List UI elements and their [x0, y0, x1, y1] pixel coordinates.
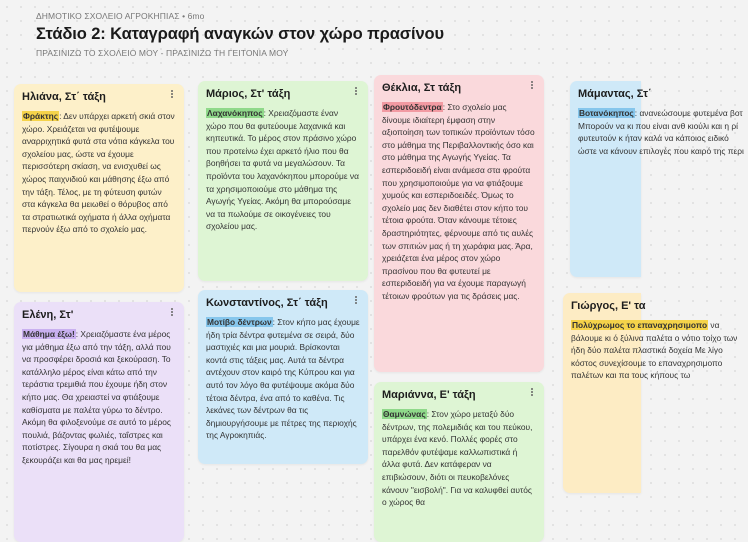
post-text: : Στον χώρο μεταξύ δύο δέντρων, της πολεμιδιάς και του πεύκου, υπάρχει ένα κενό. Πολλές φορές στο παρελθόν φυτέψαμε καλλωπιστικά ή άλλα φυτά. Δεν κατάφεραν να επιβιώσουν, διότι οι πευκοβελόνες κάνουν "εισβολή". Για να καλυφθεί αυτός ο χώρος θα [382, 409, 533, 508]
post-tag: Φράκτης [23, 111, 59, 121]
post-body [22, 110, 176, 236]
post-card-marianna[interactable] [374, 382, 544, 542]
post-text: : Στον κήπο μας έχουμε ήδη τρία δέντρα φυτεμένα σε σειρά, δύο μαστιχιές και μια μουριά. Βρίσκονται κοντά στις τάξεις μας. Αυτά τα δέντρα αντέχουν στον καιρό της Κύπρου και για αυτό τον λόγο θα φυτέψουμε ακόμα δύο τέτοια δέντρα, ένα από το καθένα. Τις λεκάνες των δέντρων θα τις δημιουργήσουμε με πέτρες της περιοχής της Αγροκηπιάς. [206, 317, 360, 441]
post-card-konstantinos[interactable] [198, 290, 368, 464]
board-subtitle: ΠΡΑΣΙΝΙΖΩ ΤΟ ΣΧΟΛΕΙΟ ΜΟΥ - ΠΡΑΣΙΝΙΖΩ ΤΗ ΓΕΙΤΟΝΙΑ ΜΟΥ [36, 48, 289, 58]
post-card-giorgos[interactable] [563, 293, 738, 493]
post-author: Μάριος, Στ' τάξη [206, 88, 291, 100]
post-text: : Χρειαζόμαστε ένα μέρος για μάθημα έξω από την τάξη, αλλά που να προσφέρει δροσιά και ξεκούραση. Το κατάλληλο μέρος είναι κάτω από την τεράστια τρεμιθιά που έχουμε ήδη στον κήπο μας. Θα χρειαστεί να φτιάξουμε καθίσματα με παλέτα γύρω το δέντρο. Ακόμη θα φιλοξενούμε σε αυτό το μέρος πουλιά, βάζοντας φωλιές, ταΐστρες και ποτίστρες. Σίγουρα η σκιά του θα μας ξεκουράζει και θα μας ηρεμεί! [22, 329, 171, 465]
more-options-icon[interactable] [528, 387, 536, 399]
more-options-icon[interactable] [168, 89, 176, 101]
post-card-eleni[interactable] [14, 302, 184, 542]
board-meta: ΔΗΜΟΤΙΚΟ ΣΧΟΛΕΙΟ ΑΓΡΟΚΗΠΙΑΣ • 6mo [36, 11, 205, 21]
post-author: Ελένη, Στ' [22, 309, 74, 321]
post-body [578, 107, 748, 157]
post-body [382, 101, 536, 303]
more-options-icon[interactable] [352, 86, 360, 98]
post-card-iliana[interactable] [14, 84, 184, 292]
post-author: Γιώργος, Ε' τα [571, 300, 646, 312]
post-card-thekla[interactable] [374, 75, 544, 372]
post-tag: Φρουτόδεντρα [383, 102, 442, 112]
post-text: : Χρειαζόμαστε έναν χώρο που θα φυτεύουμε λαχανικά και κηπευτικά. Το μέρος στον πράσινο χώρο που προτείνω έχει αρκετό ήλιο που θα βοηθήσει τα φυτά να μεγαλώσουν. Τα προϊόντα του λαχανόκηπου μπορούμε να τα χρησιμοποιούμε στο μάθημα της Αγωγής Υγείας. Ακόμη θα μπορούσαμε να τα πωλούμε σε οικογένειες του σχολείου μας. [206, 108, 359, 232]
board-title: Στάδιο 2: Καταγραφή αναγκών στον χώρο πρασίνου [36, 25, 444, 43]
post-tag: Βοτανόκηπος [579, 108, 634, 118]
more-options-icon[interactable] [168, 307, 176, 319]
post-author: Μάμαντας, Στ΄ [578, 88, 652, 100]
post-tag: Πολύχρωμος το επαναχρησιμοπο [572, 320, 708, 330]
more-options-icon[interactable] [528, 80, 536, 92]
board-header [36, 11, 641, 58]
post-body [382, 408, 536, 509]
post-author: Θέκλια, Στ τάξη [382, 82, 462, 94]
post-body [571, 319, 741, 382]
post-author: Κωνσταντίνος, Στ΄ τάξη [206, 297, 328, 309]
post-author: Ηλιάνα, Στ΄ τάξη [22, 91, 106, 103]
post-text: : ανανεώσουμε φυτεμένα βοτ Μπορούν να κι που είναι ανθ κιούλι και η ρί φυτευτούν κ ήταν καλά να κάποιος ειδικό ώστε να κάνουν επιλογές που καιρό της περι [578, 108, 744, 156]
post-tag: Μάθημα έξω! [23, 329, 75, 339]
post-author: Μαριάννα, Ε' τάξη [382, 389, 476, 401]
post-body [206, 316, 360, 442]
post-tag: Μοτίβο δέντρων [207, 317, 272, 327]
post-tag: Θαμνώνας [383, 409, 426, 419]
post-card-marios[interactable] [198, 81, 368, 281]
more-options-icon[interactable] [352, 295, 360, 307]
post-body [22, 328, 176, 467]
post-body [206, 107, 360, 233]
post-text: : Στο σχολείο μας δίνουμε ιδιαίτερη έμφαση στην αξιοποίηση των τοπικών προϊόντων τόσο στο μάθημα της Περιβαλλοντικής όσο και στο μάθημα της Αγωγής Υγείας. Τα εσπεριδοειδή είναι ανάμεσα στα φρούτα που χρησιμοποιούμε για να φτιάξουμε χυμούς και εσπεριδοειδές. Όμως το σχολείο μας δεν διαθέτει στον κήπο του τέτοια φρούτα. Όταν κάνουμε τέτοιες δραστηριότητες, φέρνουμε από τις αυλές των σπιτιών μας ή τη χωράφια μας. Άρα, χρειάζεται ένα μέρος στον χώρο πρασίνου που θα φυτευτεί με εσπεριδοειδή για να έχουμε παραγωγή τέτοιων φρούτων για τις δράσεις μας. [382, 102, 535, 301]
post-text: να βάλουμε κι ό ξύλινα παλέτα ο νότιο τοίχο των ήδη δύο παλέτα πλαστικά δοχεία Με λίγο κόστος συνεχίσουμε το επαναχρησιμοπο παλέτων και πα τους κήπους τω [571, 320, 738, 381]
post-card-mamantas[interactable] [570, 81, 744, 277]
post-text: : Δεν υπάρχει αρκετή σκιά στον χώρο. Χρειάζεται να φυτέψουμε αναρριχητικά φυτά στα νότια κάγκελα του σχολείου μας, ώστε να έχουμε περισσότερη σκίαση, να ενισχυθεί ως χώρος παιχνιδιού και μάθησης έξω από την τάξη. Τέλος, με τη φύτευση φυτών στα κάγκελα θα μειωθεί ο θόρυβος από τα στρατιωτικά οχήματα ή άλλα οχήματα περνούν έξω από το σχολείο μας. [22, 111, 175, 235]
post-tag: Λαχανόκηπος [207, 108, 263, 118]
